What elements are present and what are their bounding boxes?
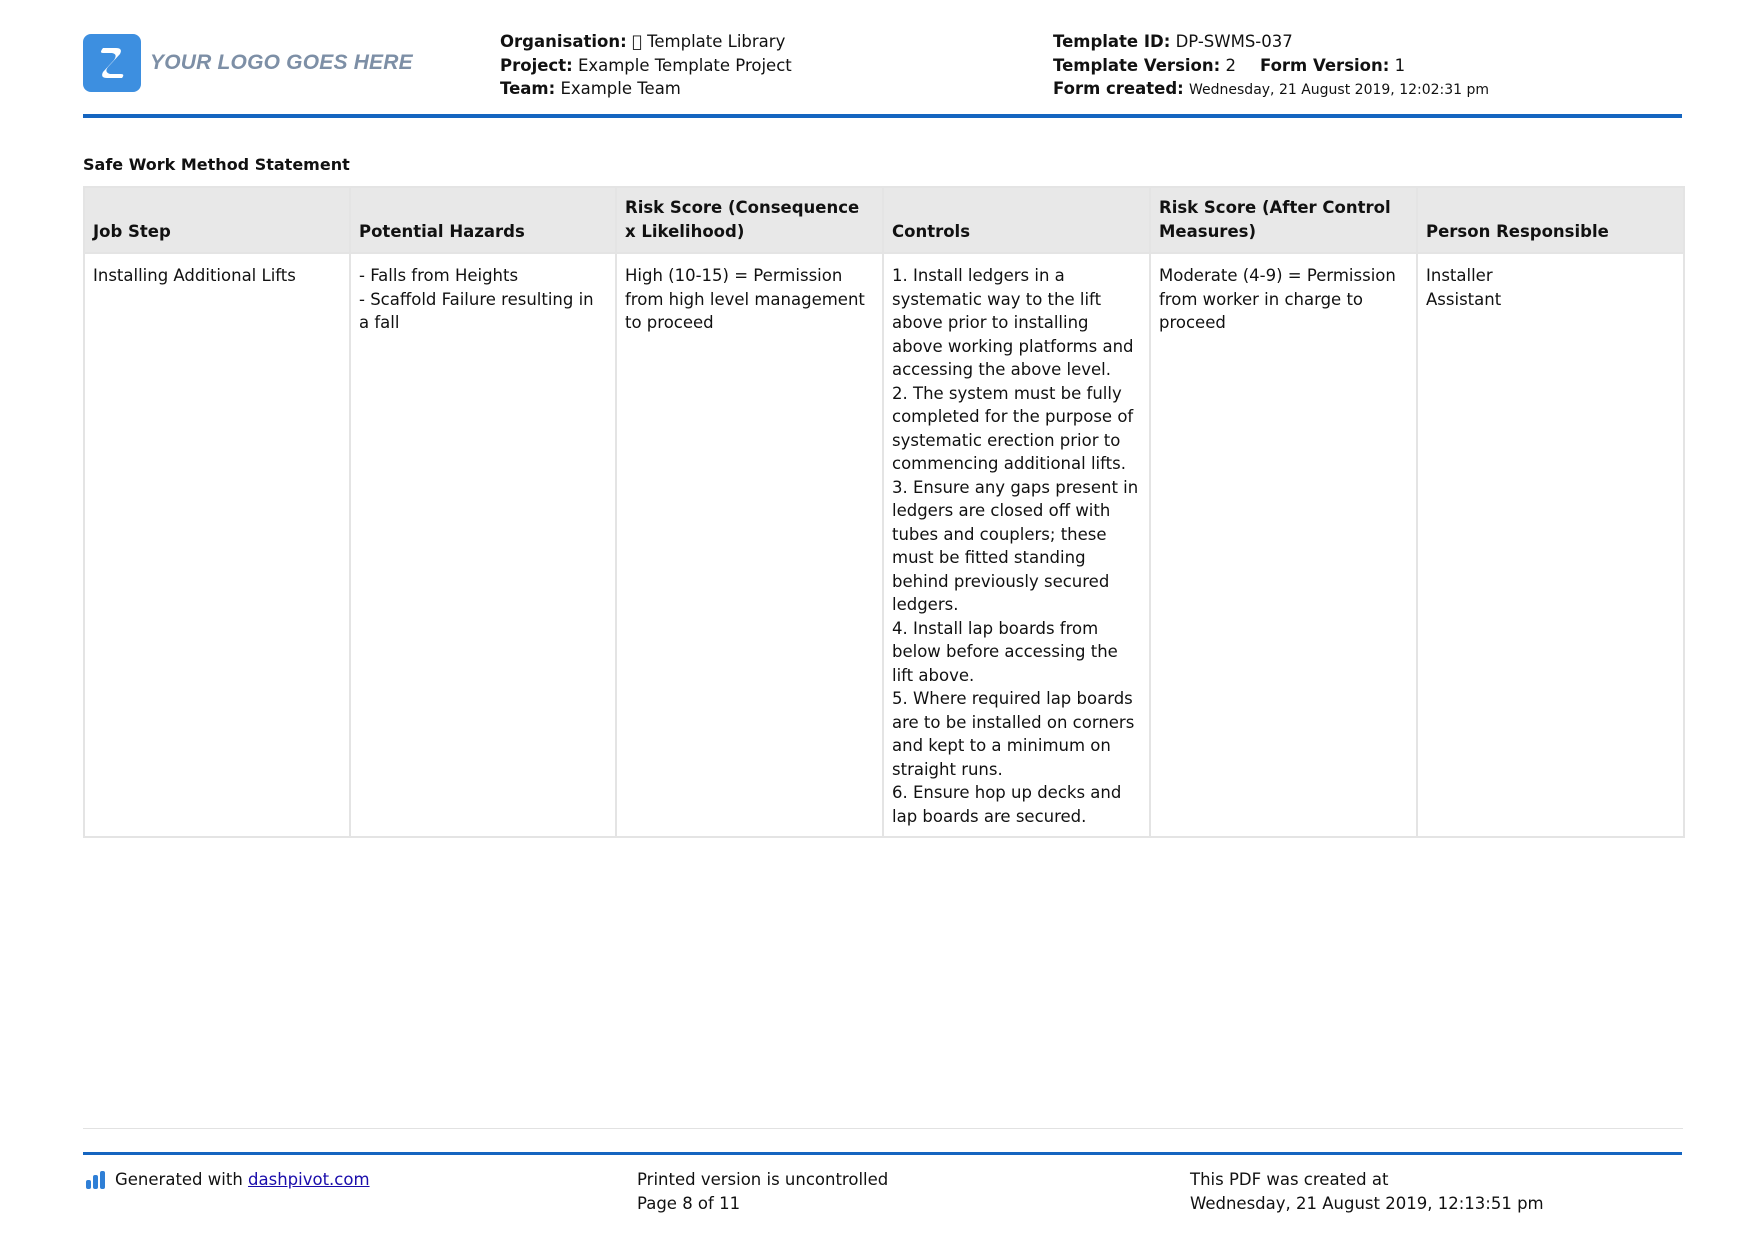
team-value: Example Team bbox=[560, 79, 681, 98]
swms-table bbox=[83, 186, 1685, 838]
template-version-label: Template Version: bbox=[1053, 55, 1221, 75]
page-number: Page 8 of 11 bbox=[637, 1193, 741, 1213]
person-item: Installer bbox=[1426, 266, 1493, 285]
template-id-line bbox=[1053, 30, 1489, 54]
form-created-value: Wednesday, 21 August 2019, 12:02:31 pm bbox=[1189, 82, 1490, 98]
team-label: Team: bbox=[500, 79, 556, 98]
footer-pdf-created bbox=[1190, 1168, 1544, 1215]
controls-cell bbox=[883, 253, 1150, 837]
person-responsible-cell bbox=[1417, 253, 1684, 837]
table-header-row bbox=[84, 187, 1684, 253]
job-step-cell: Installing Additional Lifts bbox=[84, 253, 350, 837]
organisation-value:   Template Library bbox=[631, 32, 786, 51]
organisation-line bbox=[500, 30, 792, 54]
form-version-label: Form Version: bbox=[1259, 55, 1390, 75]
pdf-created-value: Wednesday, 21 August 2019, 12:13:51 pm bbox=[1190, 1193, 1544, 1213]
risk-score-cell: High (10-15) = Permission from high level management to proceed bbox=[616, 253, 883, 837]
hazard-item: - Scaffold Failure resulting in a fall bbox=[359, 289, 594, 332]
column-header-job-step: Job Step bbox=[84, 187, 350, 253]
header-template-info bbox=[1053, 30, 1489, 103]
logo-text: YOUR LOGO GOES HERE bbox=[150, 51, 413, 74]
hazards-cell bbox=[350, 253, 616, 837]
section-title: Safe Work Method Statement bbox=[83, 155, 350, 174]
column-header-controls: Controls bbox=[883, 187, 1150, 253]
control-item: 1. Install ledgers in a systematic way to the lift above prior to installing above working platforms and accessing the above level. bbox=[892, 266, 1134, 379]
table-row bbox=[84, 253, 1684, 837]
pdf-created-label: This PDF was created at bbox=[1190, 1170, 1389, 1189]
control-item: 4. Install lap boards from below before accessing the lift above. bbox=[892, 618, 1118, 685]
template-version-value: 2 bbox=[1225, 55, 1236, 75]
company-logo bbox=[83, 34, 413, 92]
project-value: Example Template Project bbox=[577, 55, 792, 75]
header-project-info bbox=[500, 30, 792, 101]
logo-icon bbox=[83, 34, 141, 92]
column-header-hazards: Potential Hazards bbox=[350, 187, 616, 253]
form-created-line bbox=[1053, 77, 1489, 103]
column-header-person: Person Responsible bbox=[1417, 187, 1684, 253]
risk-after-cell: Moderate (4-9) = Permission from worker in charge to proceed bbox=[1150, 253, 1417, 837]
column-header-risk-after: Risk Score (After Control Measures) bbox=[1150, 187, 1417, 253]
organisation-label: Organisation: bbox=[500, 32, 627, 51]
project-label: Project: bbox=[500, 55, 573, 75]
template-id-value: DP-SWMS-037 bbox=[1175, 32, 1293, 51]
footer-print-info bbox=[637, 1168, 888, 1215]
template-id-label: Template ID: bbox=[1053, 32, 1171, 51]
footer-divider-light bbox=[83, 1128, 1683, 1129]
version-line bbox=[1053, 54, 1489, 78]
hazard-item: - Falls from Heights bbox=[359, 266, 519, 285]
page-header bbox=[83, 0, 1682, 118]
footer-generated bbox=[86, 1168, 370, 1192]
control-item: 2. The system must be fully completed for the purpose of systematic erection prior to commencing additional lifts. bbox=[892, 383, 1134, 473]
footer-divider bbox=[83, 1152, 1682, 1155]
form-version-value: 1 bbox=[1394, 55, 1406, 75]
generated-prefix: Generated with bbox=[115, 1170, 249, 1189]
uncontrolled-notice: Printed version is uncontrolled bbox=[637, 1170, 889, 1189]
control-item: 5. Where required lap boards are to be installed on corners and kept to a minimum on straight runs. bbox=[892, 689, 1135, 779]
control-item: 6. Ensure hop up decks and lap boards are secured. bbox=[892, 783, 1122, 826]
person-item: Assistant bbox=[1426, 289, 1502, 309]
bar-chart-icon bbox=[86, 1171, 107, 1189]
form-created-label: Form created: bbox=[1053, 79, 1184, 98]
dashpivot-link[interactable]: dashpivot.com bbox=[248, 1170, 370, 1189]
project-line bbox=[500, 54, 792, 78]
column-header-risk-score: Risk Score (Consequence x Likelihood) bbox=[616, 187, 883, 253]
control-item: 3. Ensure any gaps present in ledgers are closed off with tubes and couplers; these must be fitted standing behind previously secured ledgers. bbox=[892, 477, 1139, 614]
team-line bbox=[500, 77, 792, 101]
